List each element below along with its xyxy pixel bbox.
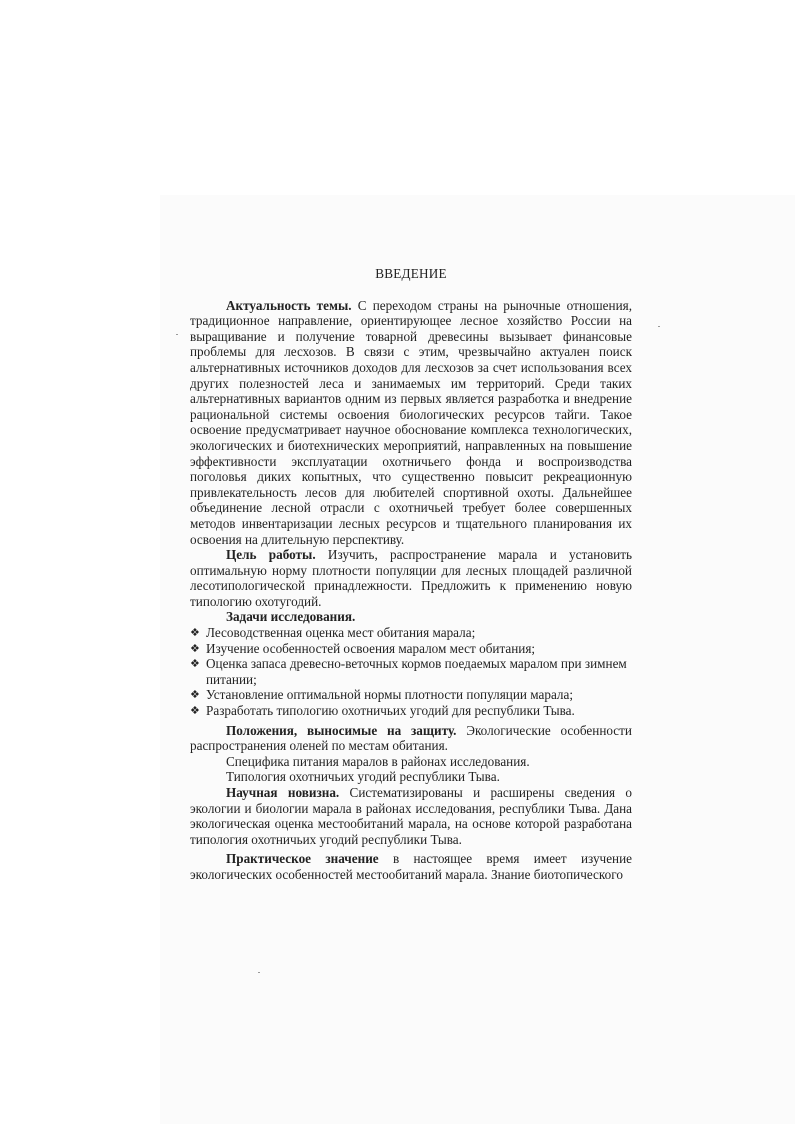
diamond-bullet-icon: ❖ xyxy=(190,704,200,718)
defense-paragraph xyxy=(190,723,632,754)
task-item xyxy=(190,641,632,657)
novelty-paragraph xyxy=(190,785,632,847)
tasks-heading-paragraph xyxy=(190,609,632,625)
goal-text: Изучить, распространение марала и установить оптимальную норму плотности популяции для лесных площадей различной лесотипологической принадлежности. Предложить к применению новую типологию охотугодий. xyxy=(190,547,632,609)
tasks-list xyxy=(190,625,632,719)
task-item xyxy=(190,703,632,719)
diamond-bullet-icon: ❖ xyxy=(190,657,200,671)
scan-artifact xyxy=(176,334,178,335)
practical-paragraph xyxy=(190,851,632,882)
task-text: Установление оптимальной нормы плотности популяции марала; xyxy=(206,687,574,703)
scan-artifact xyxy=(658,326,660,327)
task-text: Оценка запаса древесно-веточных кормов поедаемых маралом при зимнем питании; xyxy=(206,656,627,687)
scan-artifact xyxy=(258,972,260,973)
novelty-text: Систематизированы и расширены сведения о экологии и биологии марала в районах исследования, республики Тыва. Дана экологическая оценка местообитаний марала, на основе которой разработана типология охотничьих угодий республики Тыва. xyxy=(190,785,632,847)
task-item xyxy=(190,656,632,687)
task-text: Лесоводственная оценка мест обитания марала; xyxy=(206,625,476,641)
defense-item: Типология охотничьих угодий республики Тыва. xyxy=(226,769,500,785)
diamond-bullet-icon: ❖ xyxy=(190,626,200,640)
diamond-bullet-icon: ❖ xyxy=(190,641,200,655)
goal-heading: Цель работы. xyxy=(226,547,316,563)
task-text: Разработать типологию охотничьих угодий для республики Тыва. xyxy=(206,703,575,719)
document-body xyxy=(190,266,632,883)
practical-heading: Практическое значение xyxy=(226,851,379,867)
page-title: ВВЕДЕНИЕ xyxy=(375,266,447,281)
task-item xyxy=(190,625,632,641)
goal-paragraph xyxy=(190,547,632,609)
defense-item: Специфика питания маралов в районах исследования. xyxy=(226,753,530,769)
relevance-heading: Актуальность темы. xyxy=(226,297,352,313)
task-item xyxy=(190,687,632,703)
novelty-heading: Научная новизна. xyxy=(226,785,340,800)
diamond-bullet-icon: ❖ xyxy=(190,688,200,702)
relevance-text: С переходом страны на рыночные отношения, традиционное направление, ориентирующее лесное хозяйство России на выращивание и получение товарной древесины вызывает финансовые проблемы для лесхозов. В связи с этим, чрезвычайно актуален поиск альтернативных источников доходов для лесхозов за счет использования всех других полезностей леса и занимаемых им территорий. Среди таких альтернативных вариантов одним из первых является разработка и внедрение рациональной системы освоения биологических ресурсов тайги. Такое освоение предусматривает научное обоснование комплекса технологических, экологических и биотехнических мероприятий, направленных на повышение эффективности эксплуатации охотничьего фонда и воспроизводства поголовья диких копытных, что существенно повысит рекреационную привлекательность лесов для любителей спортивной охоты. Дальнейшее объединение лесной отрасли с охотничьей требует более совершенных методов инвентаризации лесных ресурсов и тщательного планирования их освоения на длительную перспективу. xyxy=(190,297,632,547)
relevance-paragraph xyxy=(190,298,632,548)
tasks-heading: Задачи исследования. xyxy=(226,609,356,625)
task-text: Изучение особенностей освоения маралом мест обитания; xyxy=(206,640,536,656)
practical-text: в настоящее время имеет изучение экологических особенностей местообитаний марала. Знание биотопического xyxy=(190,851,633,882)
defense-text: Экологические особенности распространения оленей по местам обитания. xyxy=(190,722,632,754)
defense-heading: Положения, выносимые на защиту. xyxy=(226,722,457,738)
